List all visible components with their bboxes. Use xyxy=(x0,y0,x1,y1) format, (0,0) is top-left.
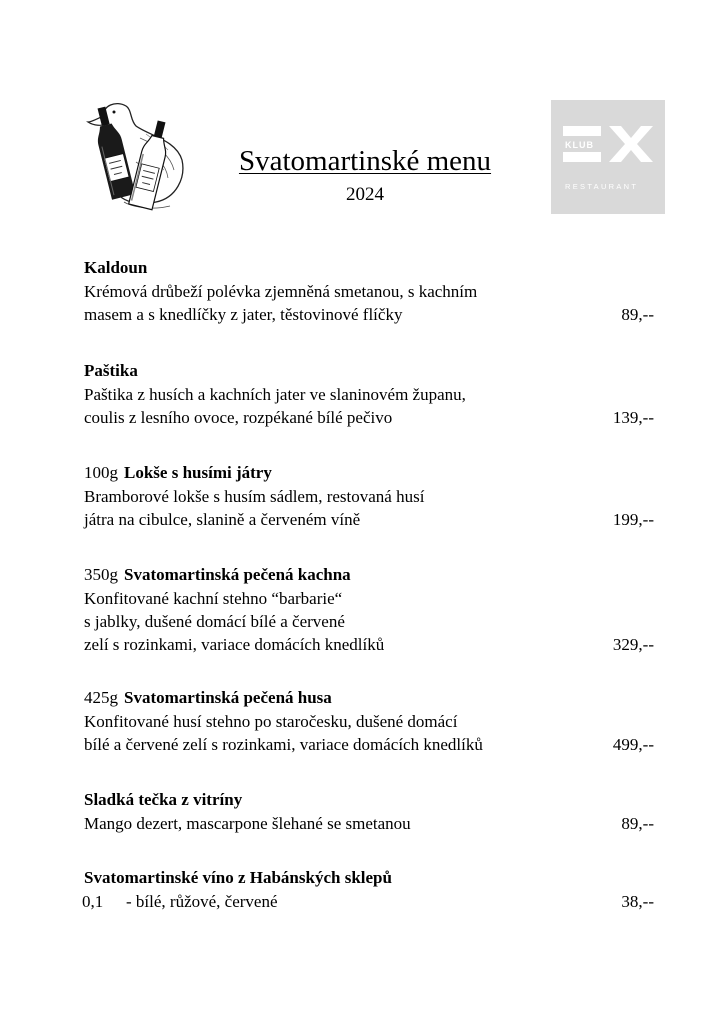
item-description xyxy=(84,383,574,429)
logo-restaurant-text: RESTAURANT xyxy=(565,182,639,191)
description-line: Mango dezert, mascarpone šlehané se smetanou xyxy=(84,814,411,833)
item-price: 139,-- xyxy=(612,408,654,427)
description-line: coulis z lesního ovoce, rozpékané bílé pečivo xyxy=(84,408,393,427)
klub-ex-restaurant-logo xyxy=(551,100,665,214)
menu-title: Svatomartinské menu xyxy=(238,145,492,177)
menu-year: 2024 xyxy=(346,184,384,205)
logo-klub-text: KLUB xyxy=(565,140,594,150)
goose-and-wine-illustration xyxy=(84,98,186,212)
menu-item-lokse xyxy=(84,461,656,531)
item-name: Lokše s husími játry xyxy=(124,463,272,482)
menu-item-pastika xyxy=(84,359,656,429)
item-weight: 100g xyxy=(84,463,118,482)
item-name: Svatomartinská pečená kachna xyxy=(124,565,351,584)
description-line: masem a s knedlíčky z jater, těstovinové flíčky xyxy=(84,305,403,324)
description-line: Konfitované husí stehno po staročesku, dušené domácí xyxy=(84,712,458,731)
description-line: Konfitované kachní stehno “barbarie“ xyxy=(84,589,343,608)
item-description xyxy=(84,812,574,835)
item-price: 199,-- xyxy=(612,510,654,529)
item-price: 89,-- xyxy=(621,305,654,324)
menu-item-husa xyxy=(84,686,656,756)
item-description xyxy=(84,485,574,531)
item-weight: 350g xyxy=(84,565,118,584)
description-line: játra na cibulce, slanině a červeném víně xyxy=(84,510,361,529)
item-name: Kaldoun xyxy=(84,258,148,277)
item-name: Paštika xyxy=(84,361,138,380)
wine-volume: 0,1 xyxy=(82,892,104,911)
description-line: Krémová drůbeží polévka zjemněná smetanou, s kachním xyxy=(84,282,478,301)
item-description xyxy=(84,280,574,326)
item-description xyxy=(84,587,574,656)
item-name: Svatomartinská pečená husa xyxy=(124,688,332,707)
item-price: 38,-- xyxy=(621,892,654,911)
ex-logo-icon xyxy=(551,100,665,214)
wine-line xyxy=(84,890,656,913)
item-price: 89,-- xyxy=(621,814,654,833)
menu-item-dezert xyxy=(84,788,656,835)
description-line: zelí s rozinkami, variace domácích knedlíků xyxy=(84,635,385,654)
item-name: Svatomartinské víno z Habánských sklepů xyxy=(84,868,392,887)
item-description xyxy=(84,710,584,756)
description-line: Paštika z husích a kachních jater ve slaninovém županu, xyxy=(84,385,466,404)
menu-item-kaldoun xyxy=(84,256,656,326)
item-name: Sladká tečka z vitríny xyxy=(84,790,243,809)
description-line: s jablky, dušené domácí bílé a červené xyxy=(84,612,345,631)
item-price: 499,-- xyxy=(612,735,654,754)
description-line: Bramborové lokše s husím sádlem, restovaná husí xyxy=(84,487,425,506)
menu-item-kachna xyxy=(84,563,656,656)
item-price: 329,-- xyxy=(612,635,654,654)
menu-item-wine xyxy=(84,866,656,913)
description-line: bílé a červené zelí s rozinkami, variace domácích knedlíků xyxy=(84,735,483,754)
item-weight: 425g xyxy=(84,688,118,707)
wine-description: - bílé, růžové, červené xyxy=(126,892,278,911)
